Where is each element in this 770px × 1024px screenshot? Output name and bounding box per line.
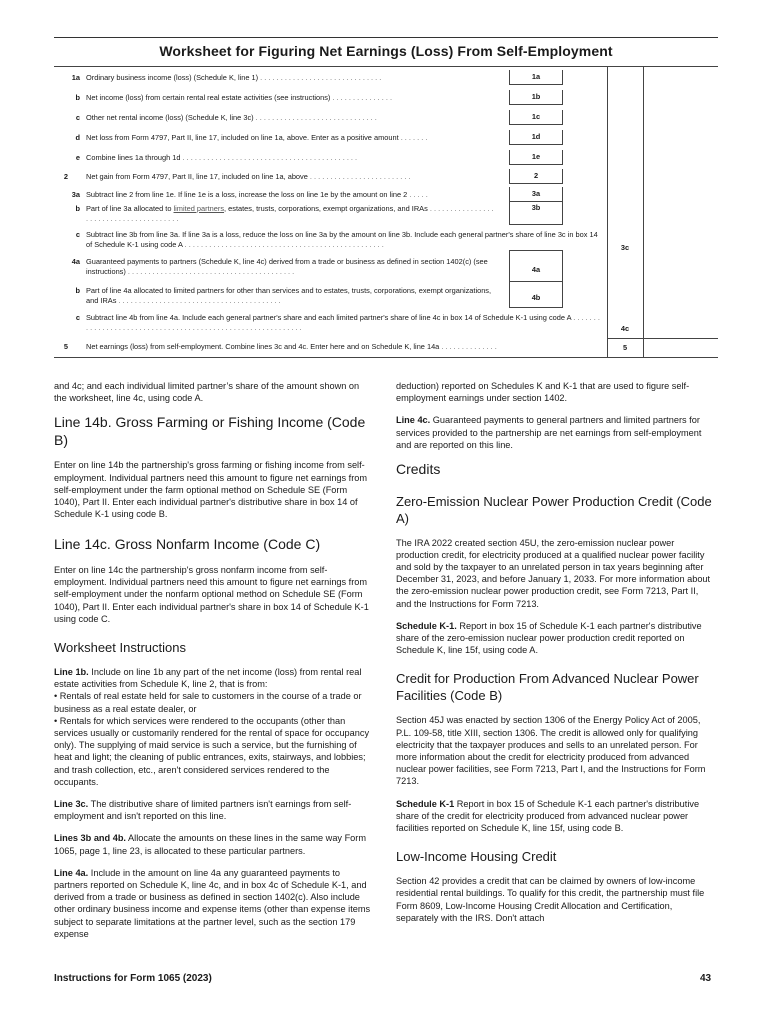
entry-box[interactable]: 3a: [509, 187, 563, 202]
label-line-4c: Line 4c.: [396, 415, 431, 426]
entry-box[interactable]: 1e: [509, 150, 563, 165]
label-schedule-k1-a: Schedule K-1.: [396, 620, 457, 631]
line-number: 4a: [71, 257, 80, 266]
line-number: c: [75, 230, 80, 239]
para-advanced-nuclear: Section 45J was enacted by section 1306 of the Energy Policy Act of 2005, P.L. 109-58, title XIII, section 1306. The credit is allowed only for qualifying electricity that the taxpayer produces and sells to an unrelated person. For more information about the credit for electricity produced from advanced nuclear power facilities, see Form 7213, Part I, and the Instructions for Form 7213.: [396, 715, 706, 787]
entry-box[interactable]: 1d: [509, 130, 563, 145]
line-text: Net gain from Form 4797, Part II, line 17, included on line 1a, above: [86, 172, 308, 181]
entry-box[interactable]: 1b: [509, 90, 563, 105]
text-lines-3b-4b: Allocate the amounts on these lines in the same way Form 1065, page 1, line 23, is allocated to these particular partners.: [54, 833, 367, 856]
line-number: c: [75, 113, 80, 122]
para-schedule-k1-b: [396, 798, 716, 835]
line-text-cont: , estates, trusts, corporations, exempt organizations, and IRAs: [224, 204, 428, 213]
entry-box[interactable]: 4b: [509, 280, 563, 308]
para-line-4a: [54, 867, 374, 940]
label-schedule-k1-b: Schedule K-1: [396, 798, 455, 809]
bullet-item: • Rentals of real estate held for sale to customers in the course of a trade or business as a real estate dealer, or: [54, 691, 362, 714]
page-number: 43: [700, 973, 712, 984]
label-line-1b: Line 1b.: [54, 666, 89, 677]
text-schedule-k1-b: Report in box 15 of Schedule K-1 each partner's distributive share of the credit for electricity produced from advanced nuclear power facilities reported on Schedule K, line 15f, using code B.: [396, 798, 700, 833]
line-number: b: [75, 286, 80, 295]
line-text: Net earnings (loss) from self-employment. Combine lines 3c and 4c. Enter here and on Schedule K, line 14a: [86, 342, 440, 351]
row-divider: [607, 338, 718, 339]
text-schedule-k1-a: Report in box 15 of Schedule K-1 each partner's distributive share of the zero-emission nuclear power production credit reported on Schedule K, line 15f, using code A.: [396, 620, 702, 656]
top-rule: [54, 37, 718, 38]
text-line-4c: Guaranteed payments to general partners and limited partners for services provided to the partnership are net earnings from self-employment and are reported on this line.: [396, 415, 702, 450]
line-text: Other net rental income (loss) (Schedule K, line 3c): [86, 113, 254, 122]
line-text: Combine lines 1a through 1d: [86, 153, 181, 162]
worksheet-row: c Subtract line 3b from line 3a. If line 3a is a loss, reduce the loss on line 3a by the amount on line 3b. Include each general partner's share of line 3c in box 14 of Schedule K-1 using code A . . . . . . . . . . . . . . . . . . . . . . . . . . . . . . . . . . . . . . . . . . . . . . . . .: [54, 230, 718, 250]
text-line-3c: The distributive share of limited partners isn't earnings from self-employment and isn't reported on this line.: [54, 798, 352, 822]
entry-box[interactable]: 2: [509, 169, 563, 184]
line-number: b: [75, 204, 80, 213]
heading-credits: Credits: [396, 461, 441, 478]
line-text: Ordinary business income (loss) (Schedule K, line 1): [86, 73, 259, 82]
worksheet-row: b Part of line 4a allocated to limited partners for other than services and to estates, trusts, corporations, exempt organizations, and IRAs . . . . . . . . . . . . . . . . . . . . . . . . . . . . . . . . . . . . . . . .: [54, 286, 718, 306]
limited-partners-link[interactable]: limited partners: [173, 204, 225, 213]
line-number: 2: [63, 172, 68, 181]
label-line-4a: Line 4a.: [54, 867, 89, 878]
line-number: 5: [63, 342, 68, 351]
line-text: Subtract line 2 from line 1e. If line 1e is a loss, increase the loss on line 1e by the amount on line 2: [86, 190, 408, 199]
text-line-1b: Include on line 1b any part of the net income (loss) from rental real estate activities from Schedule K, line 2, that is from:: [54, 666, 362, 690]
heading-low-income-housing: Low-Income Housing Credit: [396, 849, 557, 865]
worksheet-row: c Subtract line 4b from line 4a. Include each general partner's share and each limited partner's share of line 4c in box 14 of Schedule K-1 using code A . . . . . . . . . . . . . . . . . . . . . . . . . . . . . . . . . . . . . . . . . . . . . . . . . . . . . . . . . . . .: [54, 313, 718, 333]
text-line-4a: Include in the amount on line 4a any guaranteed payments to partners reported on Schedule K, line 4c, and in box 4c of Schedule K-1, and derived from a trade or business as defined in section 1402(c). Also include other ordinary business income and expense items (other than expense items subject to separate limitations at the partner level, such as the section 179 expense: [54, 867, 371, 939]
right-intro: deduction) reported on Schedules K and K-1 that are used to figure self-employment earnings under section 1402.: [396, 381, 690, 404]
para-line-3c: [54, 798, 374, 822]
para-low-income-housing: Section 42 provides a credit that can be claimed by owners of low-income residential rental buildings. To qualify for this credit, the partnership must file Form 8609, Low-Income Housing Credit Allocation and Certification, separately with the IRS. Don't attach: [396, 876, 705, 923]
line-number: 1a: [71, 73, 80, 82]
heading-advanced-nuclear: Credit for Production From Advanced Nuclear Power Facilities (Code B): [396, 671, 699, 704]
line-number: b: [75, 93, 80, 102]
line-text: Subtract line 3b from line 3a. If line 3a is a loss, reduce the loss on line 3a by the amount on line 3b. Include each general partner's share of line 3c in box 14 of Schedule K-1 using code A: [86, 230, 598, 249]
line-text: Part of line 3a allocated to: [86, 204, 174, 213]
label-line-3c: Line 3c.: [54, 798, 89, 809]
entry-box[interactable]: 3c: [620, 243, 630, 252]
para-line-14b: Enter on line 14b the partnership's gross farming or fishing income from self-employment. Individual partners need this amount to figure net earnings from self-employment under the farm optional method on Schedule SE (Form 1040), Part II. Enter each individual partner's distributive share in box 14 of Schedule K-1 using code B.: [54, 460, 368, 520]
left-intro: and 4c; and each individual limited partner’s share of the amount shown on the worksheet, line 4c, using code A.: [54, 381, 360, 404]
bullet-item: • Rentals for which services were rendered to the occupants (other than services usually or customarily rendered for the rental of space for occupancy only). The supplying of maid service is such a service, but the furnishing of heat and light; the cleaning of public entrances, exits, stairways, and lobbies; and trash collection, etc., aren't considered services rendered to the occupants.: [54, 715, 370, 787]
entry-box[interactable]: 1a: [509, 70, 563, 85]
para-zero-emission: The IRA 2022 created section 45U, the zero-emission nuclear power production credit, for electricity produced at a qualified nuclear power facility and sold by the taxpayer to an unrelated person in tax years beginning after December 31, 2023, and before January 1, 2033. For more information about the zero-emission nuclear power production credit, see Form 7213, Part II, and the Instructions for Form 7213.: [396, 537, 711, 609]
para-lines-3b-4b: [54, 832, 374, 856]
line-number: d: [75, 133, 80, 142]
heading-line-14b: Line 14b. Gross Farming or Fishing Income (Code B): [54, 414, 366, 448]
entry-box[interactable]: 4c: [620, 324, 630, 333]
worksheet-row: b Part of line 3a allocated to limited partners, estates, trusts, corporations, exempt organizations, and IRAs . . . . . . . . . . . . . . . . . . . . . . . . . . . . . . . . . . . . . . .: [54, 204, 718, 224]
footer-title: Instructions for Form 1065 (2023): [54, 973, 212, 984]
label-lines-3b-4b: Lines 3b and 4b.: [54, 833, 126, 844]
heading-line-14c: Line 14c. Gross Nonfarm Income (Code C): [54, 536, 321, 553]
line-number: c: [75, 313, 80, 322]
right-column: [396, 380, 716, 934]
line-number: e: [75, 153, 80, 162]
entry-box[interactable]: [509, 192, 563, 225]
heading-zero-emission: Zero-Emission Nuclear Power Production Credit (Code A): [396, 493, 712, 526]
line-text: Part of line 4a allocated to limited partners for other than services and to estates, trusts, corporations, exempt organizations, and IRAs: [86, 286, 492, 305]
line-number: 3a: [71, 190, 80, 199]
entry-box[interactable]: 4a: [509, 250, 563, 282]
line-text: Subtract line 4b from line 4a. Include each general partner's share and each limited partner's share of line 4c in box 14 of Schedule K-1 using code A: [86, 313, 572, 322]
para-line-1b: [54, 666, 374, 690]
para-line-14c: Enter on line 14c the partnership's gross nonfarm income from self-employment. Individual partners need this amount to figure net earnings from self-employment under the nonfarm optional method on Schedule SE (Form 1040), Part II. Enter each individual partner's share in box 14 of Schedule K-1 using code C.: [54, 564, 369, 624]
line-text: Guaranteed payments to partners (Schedule K, line 4c) derived from a trade or business as defined in section 1402(c) (see instructions): [86, 257, 488, 276]
line-text: Net income (loss) from certain rental real estate activities (see instructions): [86, 93, 331, 102]
heading-worksheet-instructions: Worksheet Instructions: [54, 639, 186, 655]
entry-box[interactable]: 5: [622, 343, 628, 352]
worksheet-row: 4a Guaranteed payments to partners (Schedule K, line 4c) derived from a trade or business as defined in section 1402(c) (see instructions) . . . . . . . . . . . . . . . . . . . . . . . . . . . . . . . . . . . . . . . . .: [54, 257, 718, 277]
entry-box-label: 3b: [531, 203, 541, 212]
entry-box[interactable]: 1c: [509, 110, 563, 125]
worksheet-table: 1a Ordinary business income (loss) (Schedule K, line 1) . . . . . . . . . . . . . . . . . . . . . . . . . . . . . . 1a b Net income (loss) from certain rental real estate activities (see instructions) . . . . . . . . . . . . . . . 1b c Other net rental income (loss) (Schedule K, line 3c) . . . . . . . . . . . . . . . . . . . . . . . . . . . . . . 1c d Net loss from Form 4797, Part II, line 17, included on line 1a, above. Enter as a positive amount . . . . . . . 1d e Combine lines 1a through 1d . . . . . . . . . . . . . . . . . . . . . . . . . . . . . . . . . . . . . . . . . . . 1e 2 Net gain from Form 4797, Part II, line 17, included on line 1a, above . . . . . . . . . . . . . . . . . . . . . . . . . 2 3a Subtract line 2 from line 1e. If line 1e is a loss, increase the loss on line 1e by the amount on line 2 . . . . . 3a b Part of line 3a allocated to limited partners, estates, trusts, corporations, exempt organizations, and IRAs . . . . . . . . . . . . . . . . . . . . . . . . . . . . . . . . . . . . . . . 3b c Subtract line 3b from line 3a. If line 3a is a loss, reduce the loss on line 3a by the amount on line 3b. Include each general partner's share of line 3c in box 14 of Schedule K-1 using code A . . . . . . . . . . . . . . . . . . . . . . . . . . . . . . . . . . . . . . . . . . . . . . . . . 3c 4a Guaranteed payments to partners (Schedule K, line 4c) derived from a trade or business as defined in section 1402(c) (see instructions) . . . . . . . . . . . . . . . . . . . . . . . . . . . . . . . . . . . . . . . . . 4a b Part of line 4a allocated to limited partners for other than services and to estates, trusts, corporations, exempt organizations, and IRAs . . . . . . . . . . . . . . . . . . . . . . . . . . . . . . . . . . . . . . . . 4b c Subtract line 4b from line 4a. Include each general partner's share and each limited partner's share of line 4c in box 14 of Schedule K-1 using code A . . . . . . . . . . . . . . . . . . . . . . . . . . . . . . . . . . . . . . . . . . . . . . . . . . . . . . . . . . . . 4c 5 Net earnings (loss) from self-employment. Combine lines 3c and 4c. Enter here and on Schedule K, line 14a . . . . . . . . . . . . . . 5: [54, 66, 718, 358]
para-schedule-k1-a: [396, 620, 716, 657]
line-text: Net loss from Form 4797, Part II, line 17, included on line 1a, above. Enter as a positive amount: [86, 133, 399, 142]
para-line-4c: [396, 414, 716, 451]
worksheet-title: Worksheet for Figuring Net Earnings (Loss) From Self-Employment: [159, 43, 613, 59]
left-column: [54, 380, 374, 950]
